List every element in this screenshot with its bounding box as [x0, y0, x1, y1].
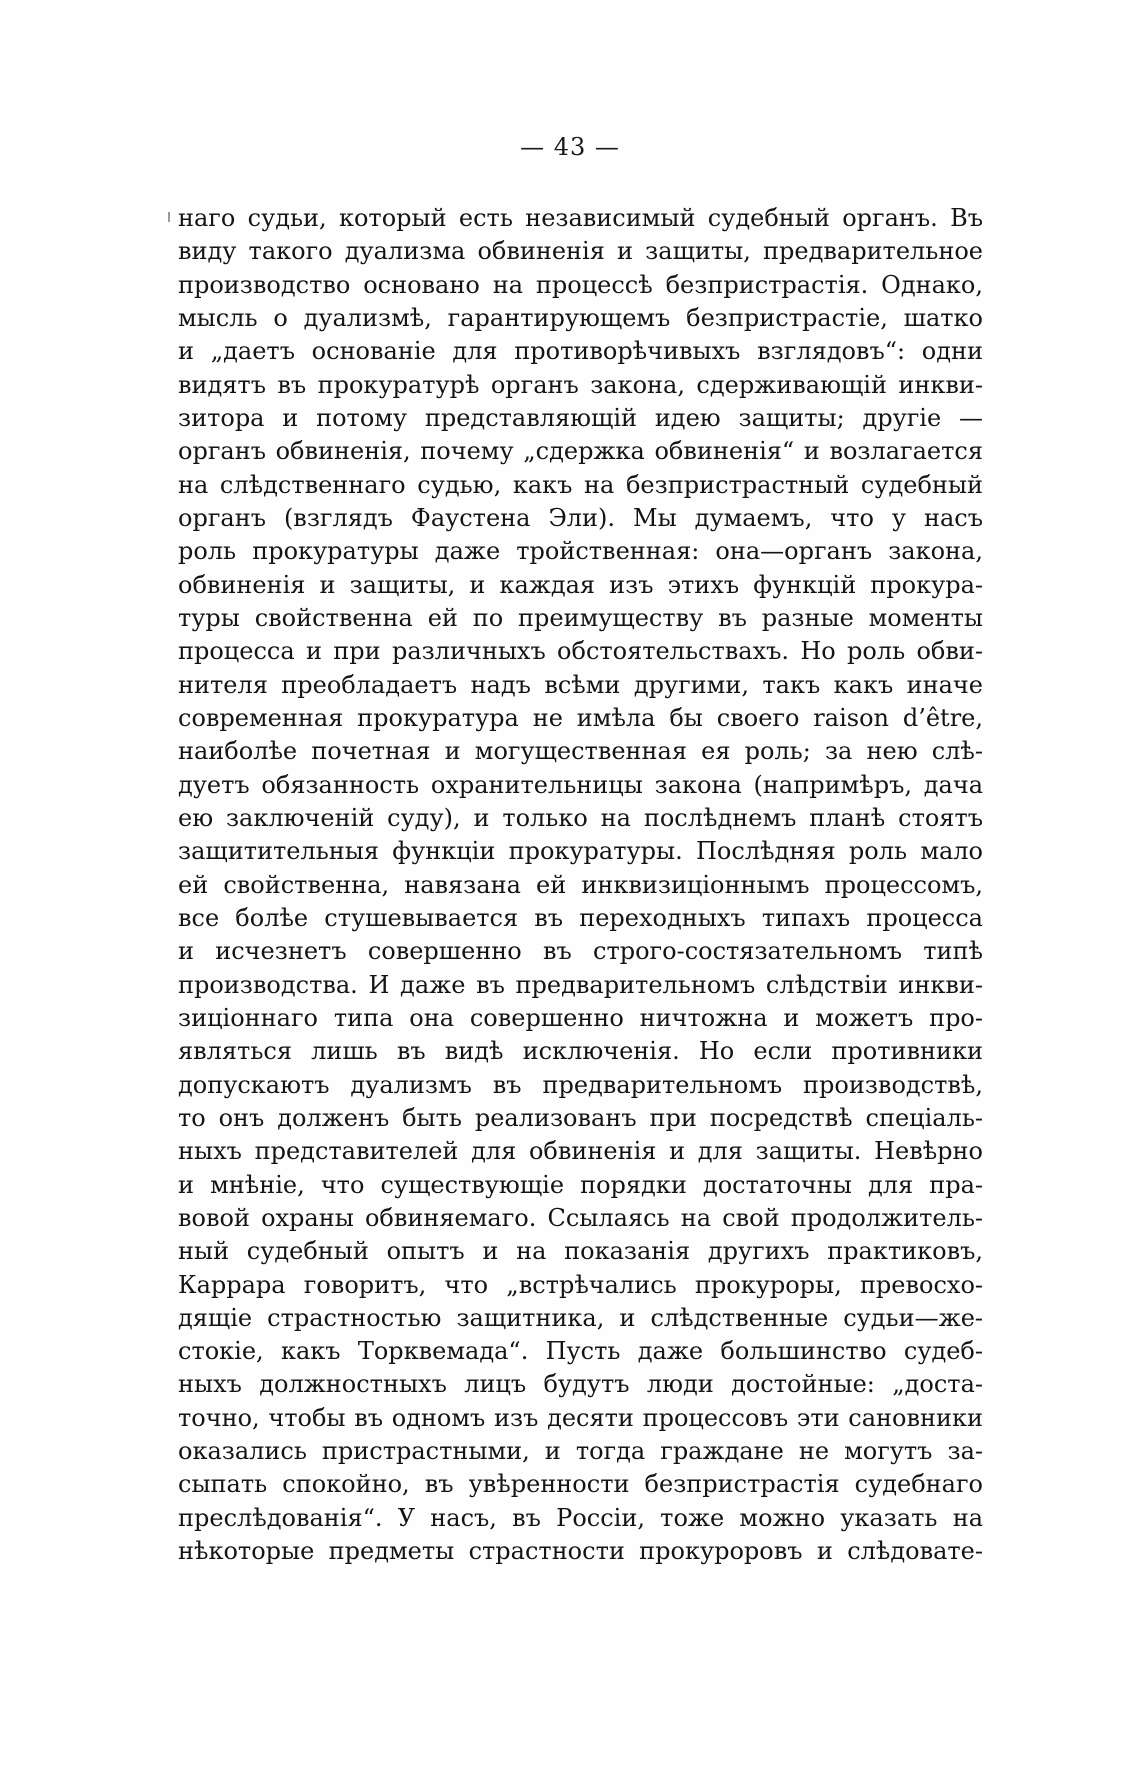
text-line: Каррара говоритъ, что „встрѣчались прокуроры, превосхо- [178, 1270, 983, 1299]
text-line: производство основано на процессѣ безпристрастія. Однако, [178, 270, 983, 299]
text-line: и исчезнетъ совершенно въ строго-состязательномъ типѣ [178, 937, 983, 966]
text-line: ныхъ должностныхъ лицъ будутъ люди достойные: „доста- [178, 1370, 983, 1399]
text-line: органъ (взглядъ Фаустена Эли). Мы думаемъ, что у насъ [178, 503, 983, 532]
text-line: вовой охраны обвиняемаго. Ссылаясь на свой продолжитель- [178, 1203, 983, 1232]
text-line: зитора и потому представляющій идею защиты; другіе — [178, 403, 983, 432]
margin-mark [168, 212, 170, 222]
text-line: современная прокуратура не имѣла бы своего raison d’être, [178, 703, 983, 732]
text-line: сыпать спокойно, въ увѣренности безпристрастія судебнаго [178, 1470, 983, 1499]
text-line: производства. И даже въ предварительномъ слѣдствіи инкви- [178, 970, 983, 999]
text-line: органъ обвиненія, почему „сдержка обвиненія“ и возлагается [178, 437, 983, 466]
text-line: то онъ долженъ быть реализованъ при посредствѣ спеціаль- [178, 1103, 983, 1132]
text-line: оказались пристрастными, и тогда граждане не могутъ за- [178, 1437, 983, 1466]
text-line: являться лишь въ видѣ исключенія. Но если противники [178, 1037, 983, 1066]
text-line: преслѣдованія“. У насъ, въ Россіи, тоже можно указать на [178, 1503, 983, 1532]
text-line: процесса и при различныхъ обстоятельствахъ. Но роль обви- [178, 637, 983, 666]
text-line: нѣкоторые предметы страстности прокуроровъ и слѣдовате- [178, 1537, 983, 1566]
text-line: наиболѣе почетная и могущественная ея роль; за нею слѣ- [178, 737, 983, 766]
page-number: — 43 — [520, 133, 620, 161]
text-line: нителя преобладаетъ надъ всѣми другими, такъ какъ иначе [178, 670, 983, 699]
text-line: ный судебный опытъ и на показанія другихъ практиковъ, [178, 1237, 983, 1266]
text-line: стокіе, какъ Торквемада“. Пусть даже большинство судеб- [178, 1337, 983, 1366]
text-line: дящіе страстностью защитника, и слѣдственные судьи—же- [178, 1303, 983, 1332]
text-line: все болѣе стушевывается въ переходныхъ типахъ процесса [178, 903, 983, 932]
text-line: и „даетъ основаніе для противорѣчивыхъ взглядовъ“: одни [178, 337, 983, 366]
text-line: на слѣдственнаго судью, какъ на безпристрастный судебный [178, 470, 983, 499]
text-line: наго судьи, который есть независимый судебный органъ. Въ [178, 204, 983, 232]
text-line: дуетъ обязанность охранительницы закона (напримѣръ, дача [178, 770, 983, 799]
text-line: ею заключеній суду), и только на послѣднемъ планѣ стоятъ [178, 803, 983, 832]
text-line: защитительныя функціи прокуратуры. Послѣдняя роль мало [178, 837, 983, 866]
text-line: виду такого дуализма обвиненія и защиты, предварительное [178, 237, 983, 266]
text-line: зиціоннаго типа она совершенно ничтожна и можетъ про- [178, 1003, 983, 1032]
text-line: ей свойственна, навязана ей инквизиціоннымъ процессомъ, [178, 870, 983, 899]
text-line: допускаютъ дуализмъ въ предварительномъ производствѣ, [178, 1070, 983, 1099]
text-line: мысль о дуализмѣ, гарантирующемъ безпристрастіе, шатко [178, 303, 983, 332]
text-line: ныхъ представителей для обвиненія и для защиты. Невѣрно [178, 1137, 983, 1166]
text-line: видятъ въ прокуратурѣ органъ закона, сдерживающій инкви- [178, 370, 983, 399]
text-line: туры свойственна ей по преимуществу въ разные моменты [178, 603, 983, 632]
text-line: обвиненія и защиты, и каждая изъ этихъ функцій прокура- [178, 570, 983, 599]
text-line: и мнѣніе, что существующіе порядки достаточны для пра- [178, 1170, 983, 1199]
text-line: точно, чтобы въ одномъ изъ десяти процессовъ эти сановники [178, 1403, 983, 1432]
body-text [178, 202, 983, 1568]
text-line: роль прокуратуры даже тройственная: она—органъ закона, [178, 537, 983, 566]
